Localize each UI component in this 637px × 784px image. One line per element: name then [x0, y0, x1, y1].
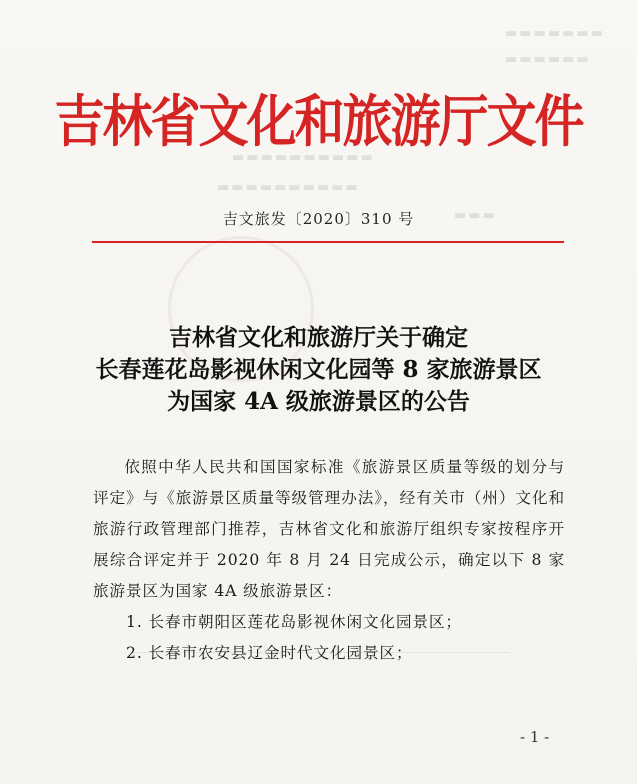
body-paragraph: 依照中华人民共和国国家标准《旅游景区质量等级的划分与评定》与《旅游景区质量等级管理办法》，经有关市（州）文化和旅游行政管理部门推荐，吉林省文化和旅游厅组织专家按程序开展综合评定并于 2020 年 8 月 24 日完成公示，确定以下 8 家旅游景区为国家 4A 级旅游景区：	[93, 458, 565, 600]
scenic-area-list	[126, 607, 462, 669]
document-header-title: 吉林省文化和旅游厅文件	[54, 88, 583, 155]
document-number: 吉文旅发〔2020〕310 号	[222, 210, 415, 228]
announcement-title	[0, 322, 637, 418]
bleed-through-mark: ▬▬▬▬▬▬	[505, 52, 591, 67]
bleed-through-mark: ▬▬▬▬▬▬▬	[505, 26, 605, 41]
list-item: 2. 长春市农安县辽金时代文化园景区；	[126, 644, 413, 662]
bleed-through-mark: ▬▬▬▬▬▬▬▬▬▬	[217, 180, 360, 195]
announcement-title-line: 长春莲花岛影视休闲文化园等 8 家旅游景区	[95, 356, 542, 383]
bleed-through-mark: ▬▬▬	[454, 208, 497, 223]
announcement-title-line: 为国家 4A 级旅游景区的公告	[167, 388, 470, 415]
red-divider-line	[92, 241, 564, 243]
announcement-title-line: 吉林省文化和旅游厅关于确定	[169, 324, 468, 351]
bleed-through-mark: ▬▬▬▬▬▬▬▬▬▬	[232, 150, 375, 165]
list-item: 1. 长春市朝阳区莲花岛影视休闲文化园景区；	[126, 613, 462, 631]
page-number: - 1 -	[520, 728, 550, 746]
